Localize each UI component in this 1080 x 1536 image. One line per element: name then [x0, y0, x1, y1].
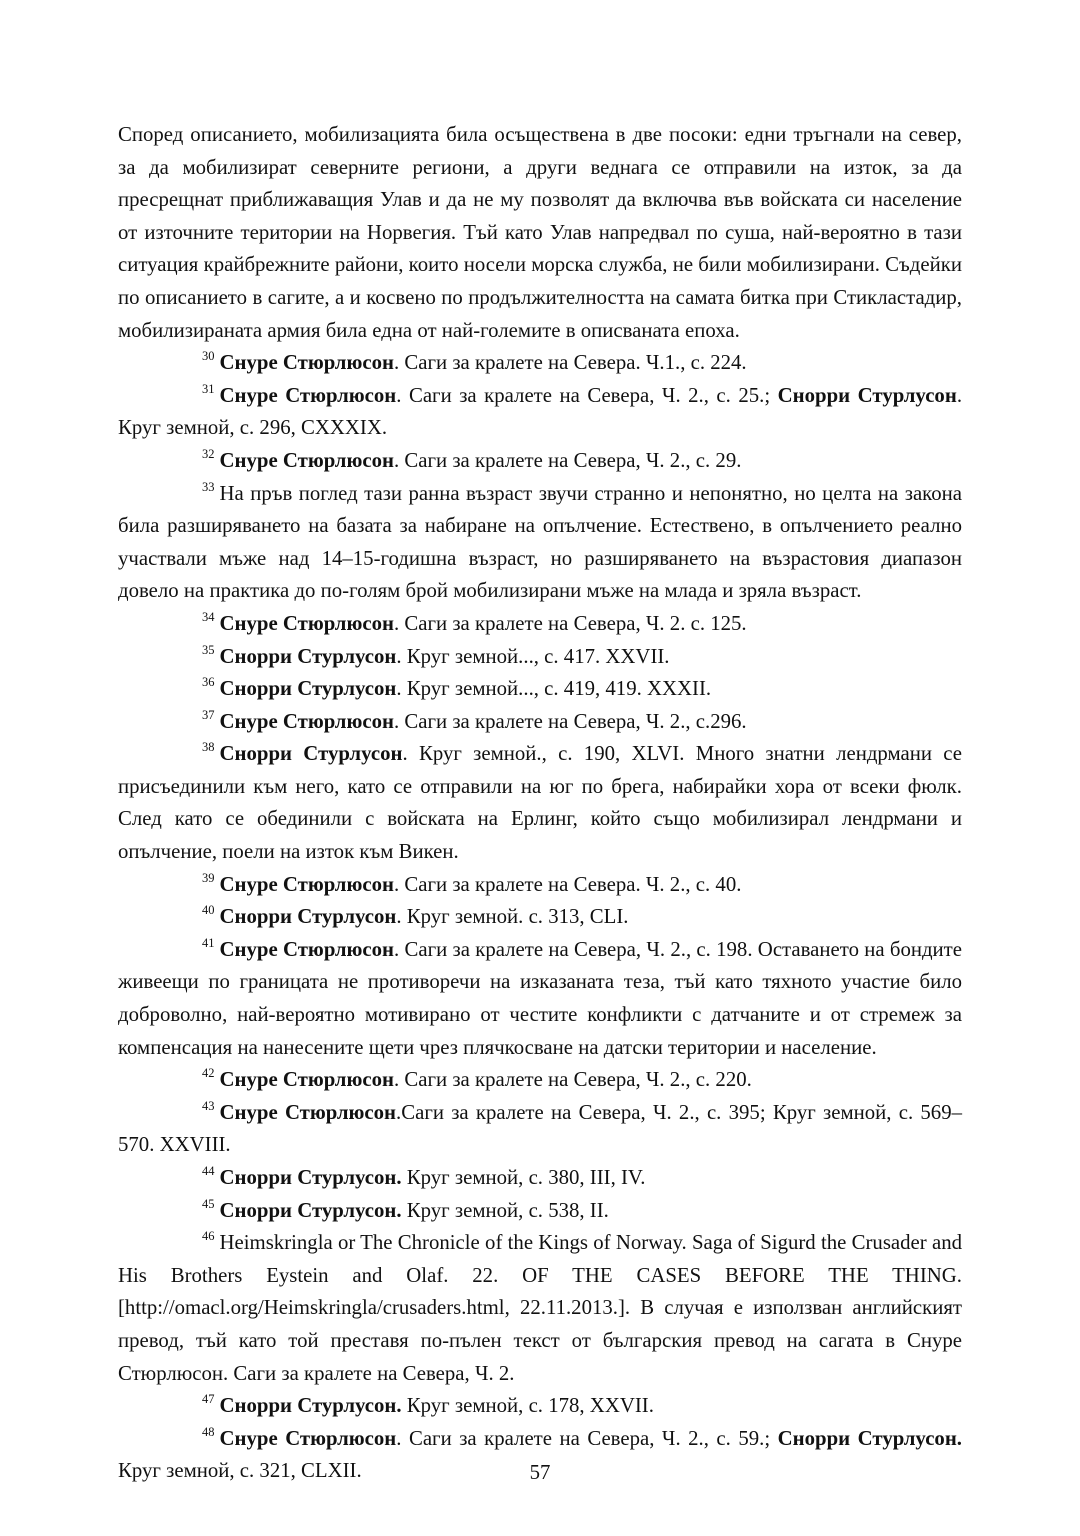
footnote-number: 36	[202, 675, 215, 690]
footnote-41	[118, 934, 962, 1064]
footnote-text: . Круг земной. с. 313, CLI.	[396, 905, 629, 929]
footnote-author: Снуре Стюрлюсон	[219, 1068, 394, 1092]
footnote-text: . Саги за кралете на Севера. Ч. 2., с. 40.	[393, 872, 742, 896]
footnote-number: 41	[202, 935, 215, 950]
footnote-number: 46	[202, 1229, 215, 1244]
footnote-number: 39	[202, 870, 215, 885]
footnote-author: Снуре Стюрлюсон	[219, 1426, 397, 1450]
footnote-36	[118, 673, 962, 706]
footnote-number: 43	[202, 1098, 215, 1113]
footnote-42	[118, 1064, 962, 1097]
footnote-44	[118, 1162, 962, 1195]
footnote-text: Круг земной, с. 380, III, IV.	[401, 1166, 646, 1189]
footnote-author: Снорри Стурлусон.	[219, 1394, 402, 1418]
footnote-text: Heimskringla or The Chronicle of the Kings of Norway. Saga of Sigurd the Crusader and His Brothers Eystein and Olaf. 22. OF THE CASES BEFORE THE THING. [http://omacl.org/Heimskringla/crusaders.html, 22.11.2013.]. В случая е използван английският превод, тъй като той преставя по-пълен текст от българския превод на сагата в Снуре Стюрлюсон. Саги за кралете на Севера, Ч. 2.	[118, 1231, 962, 1385]
footnote-text: . Круг земной., с. 190, XLVI. Много знатни лендрмани се присъединили към него, като се отправили на юг по брега, набирайки хора от всеки фюлк. След като се обединили с войската на Ерлинг, който също мобилизирал лендрмани и опълчение, поели на изток към Викен.	[118, 742, 962, 864]
footnote-author: Снуре Стюрлюсон	[219, 611, 394, 635]
footnote-text: . Круг земной..., с. 417. XXVII.	[396, 644, 670, 668]
footnote-text: . Саги за кралете на Севера, Ч. 2., с. 25.;	[396, 383, 778, 407]
footnote-text: . Саги за кралете на Севера, Ч. 2., с. 29.	[393, 448, 742, 472]
footnote-text: . Саги за кралете на Севера. Ч.1., с. 224.	[393, 351, 747, 375]
footnote-text: . Саги за кралете на Севера, Ч. 2., с. 220.	[393, 1068, 752, 1092]
footnote-author: Снуре Стюрлюсон	[219, 709, 394, 733]
footnote-author-2: Снорри Стурлусон.	[777, 1426, 963, 1450]
footnote-author: Снуре Стюрлюсон	[219, 937, 395, 961]
footnote-author: Снорри Стурлусон	[219, 905, 397, 929]
footnote-37	[118, 706, 962, 739]
footnote-text: . Саги за кралете на Севера, Ч. 2., с. 198. Оставането на бондите живеещи по границата не противоречи на изказаната теза, тъй като тяхното участие било доброволно, най-вероятно мотивирано от честите конфликти с датчаните и от стремеж за компенсация на нанесените щети чрез плячкосване на датски територии и население.	[118, 937, 963, 1059]
footnote-text-2: . Круг земной, с. 296, CXXXIX.	[118, 383, 963, 440]
footnote-author: Снорри Стурлусон	[219, 677, 397, 701]
footnote-34	[118, 608, 962, 641]
footnote-40	[118, 901, 962, 934]
footnote-33	[118, 478, 962, 608]
footnote-text: На пръв поглед тази ранна възраст звучи странно и непонятно, но целта на закона била разширяването на базата за набиране на опълчение. Естествено, в опълчението реално участвали мъже над 14–15-годишна възраст, но разширяването на възрастовия диапазон довело на практика до по-голям брой мобилизирани мъже на млада и зряла възраст.	[118, 481, 962, 603]
footnote-author: Снуре Стюрлюсон	[219, 448, 394, 472]
main-paragraph: Според описанието, мобилизацията била осъществена в две посоки: едни тръгнали на север, за да мобилизират северните региони, а други веднага се отправили на изток, за да пресрещнат приближаващия Улав и да не му позволят да включва във войската си население от източните територии на Норвегия. Тъй като Улав напредвал по суша, най-вероятно в тази ситуация крайбрежните райони, които носели морска служба, не били мобилизирани. Съдейки по описанието в сагите, а и косвено по продължителността на самата битка при Стикластадир, мобилизираната армия била една от най-големите в описваната епоха.	[118, 123, 962, 342]
footnote-author: Снуре Стюрлюсон	[219, 383, 397, 407]
footnote-number: 30	[202, 349, 215, 364]
footnote-author: Снорри Стурлусон	[219, 742, 403, 766]
footnote-number: 33	[202, 479, 215, 494]
footnote-30	[118, 347, 962, 380]
footnote-32	[118, 445, 962, 478]
footnote-47	[118, 1390, 962, 1423]
footnote-author: Снуре Стюрлюсон	[219, 351, 394, 375]
footnote-author-2: Снорри Стурлусон	[777, 383, 957, 407]
footnote-number: 32	[202, 446, 215, 461]
footnote-number: 47	[202, 1392, 215, 1407]
footnote-text: Круг земной, с. 538, II.	[401, 1198, 609, 1222]
footnote-text: . Саги за кралете на Севера, Ч. 2., с.296.	[393, 709, 747, 733]
footnote-text-2: Круг земной, с. 321, CLXII.	[118, 1459, 362, 1483]
footnote-number: 40	[202, 903, 215, 918]
footnote-35	[118, 641, 962, 674]
footnote-number: 31	[202, 381, 215, 396]
footnote-author: Снорри Стурлусон	[219, 644, 397, 668]
footnote-number: 45	[202, 1196, 215, 1211]
footnote-text: . Круг земной..., с. 419, 419. XXXII.	[396, 677, 712, 701]
footnote-number: 48	[202, 1424, 215, 1439]
footnote-number: 44	[202, 1164, 215, 1178]
footnote-author: Снорри Стурлусон.	[219, 1198, 402, 1222]
footnote-number: 35	[202, 642, 215, 657]
footnote-45	[118, 1195, 962, 1228]
footnote-31	[118, 380, 962, 445]
footnote-text: Круг земной, с. 178, XXVII.	[401, 1394, 654, 1418]
footnote-38	[118, 738, 962, 868]
footnote-author: Снорри Стурлусон.	[219, 1166, 402, 1189]
footnote-text: . Саги за кралете на Севера, Ч. 2., с. 59.;	[396, 1426, 778, 1450]
footnote-39	[118, 869, 962, 902]
footnote-number: 42	[202, 1066, 215, 1081]
footnote-43	[118, 1097, 962, 1162]
footnote-text: .Саги за кралете на Севера, Ч. 2., с. 395; Круг земной, с. 569–570. XXVIII.	[118, 1100, 962, 1157]
footnote-number: 37	[202, 707, 215, 722]
footnote-number: 38	[202, 740, 215, 755]
footnote-number: 34	[202, 609, 215, 624]
page-number: 57	[529, 1461, 551, 1484]
footnote-author: Снуре Стюрлюсон	[219, 872, 394, 896]
footnote-text: . Саги за кралете на Севера, Ч. 2. с. 125.	[393, 611, 747, 635]
footnote-author: Снуре Стюрлюсон	[219, 1100, 397, 1124]
footnote-46	[118, 1227, 962, 1390]
